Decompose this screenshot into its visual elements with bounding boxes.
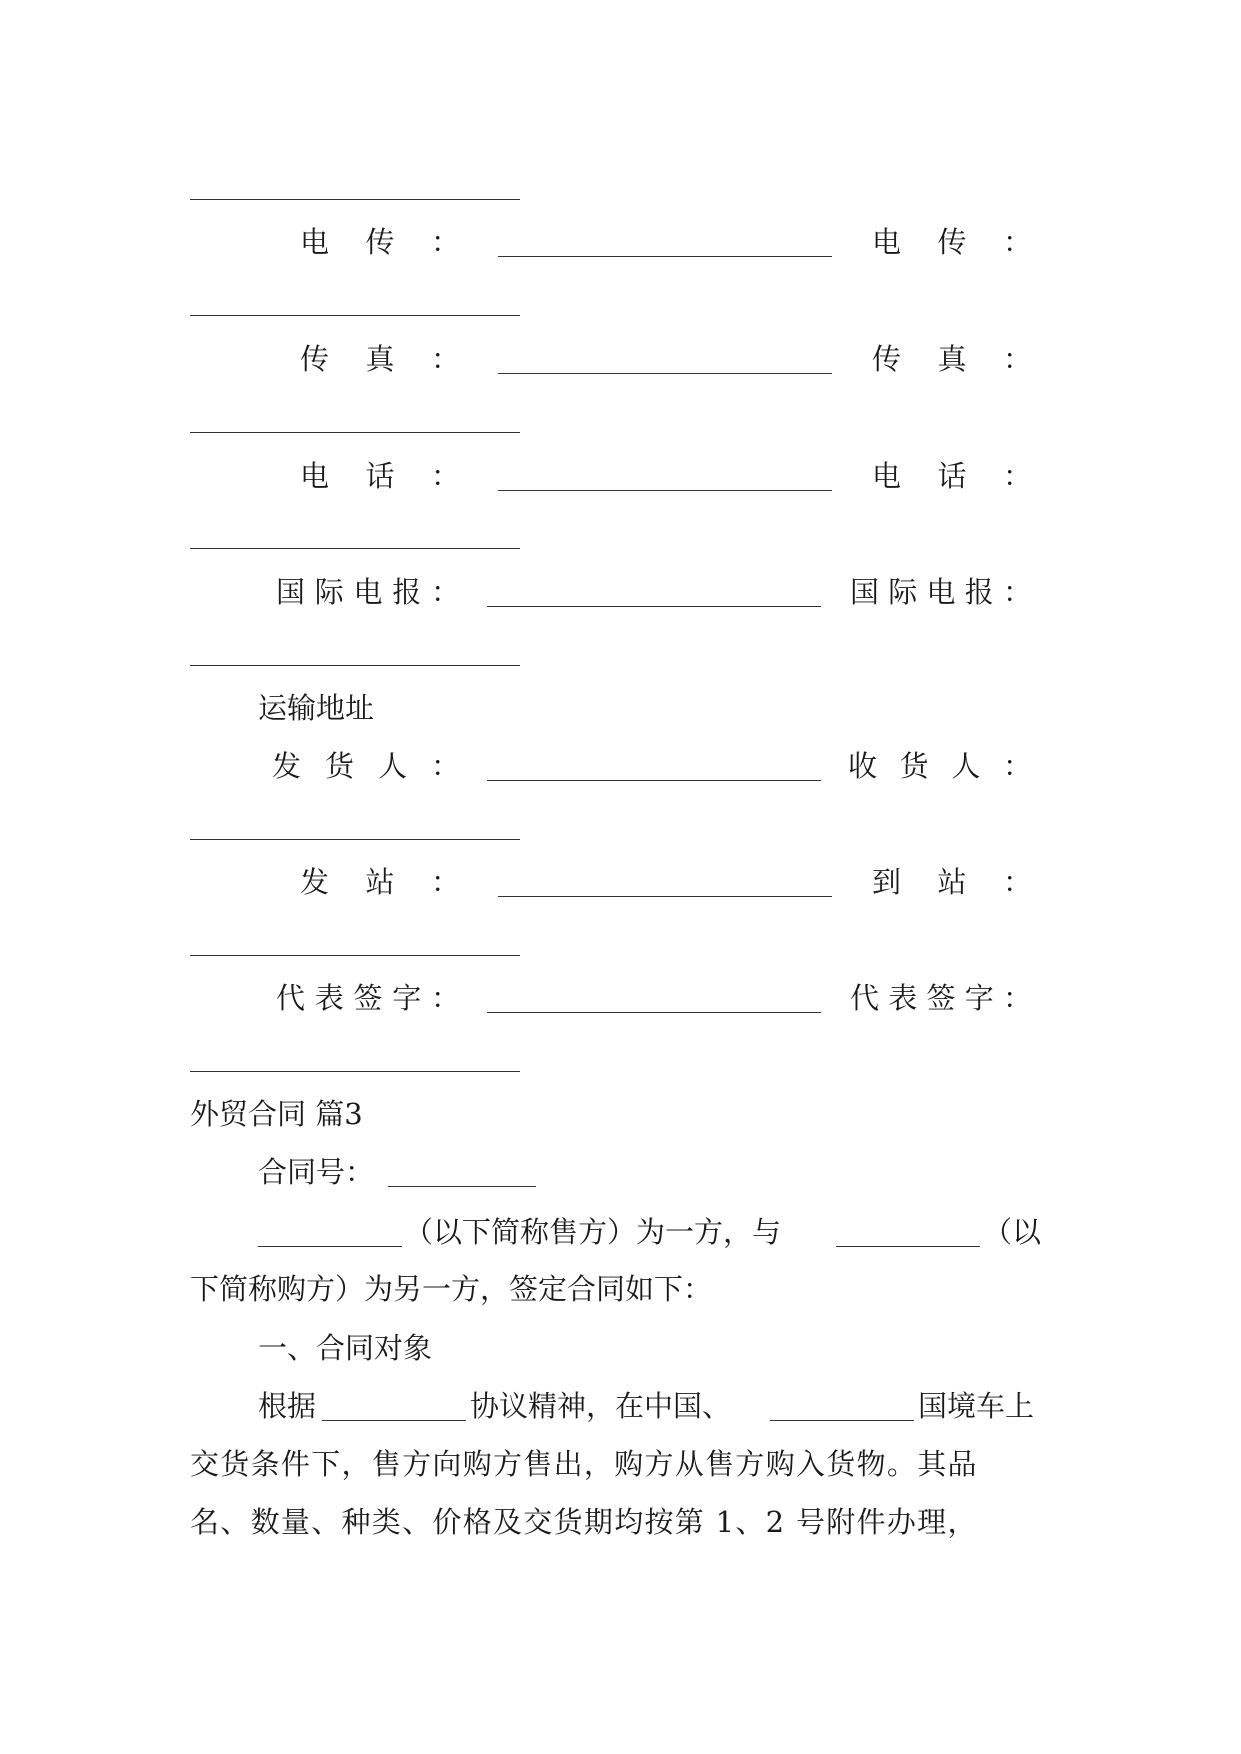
clause-1-text-a: 根据 <box>258 1389 317 1423</box>
char: 货 <box>324 749 354 783</box>
char: 话 <box>365 459 395 493</box>
char: 表 <box>314 981 344 1015</box>
fill-blank-telex-seller[interactable] <box>498 256 832 257</box>
fill-blank-country[interactable] <box>770 1420 914 1421</box>
clause-1-line-3: 名、数量、种类、价格及交货期均按第 1、2 号附件办理， <box>190 1505 978 1539</box>
char: 国 <box>276 575 306 609</box>
fill-blank-consignor[interactable] <box>487 780 821 781</box>
clause-1-text-c: 国境车上 <box>918 1389 1035 1423</box>
char: ： <box>1002 342 1032 376</box>
shipping-heading: 运输地址 <box>258 691 375 725</box>
fill-blank-arrival-station[interactable] <box>190 955 520 956</box>
form-label-fax-seller <box>300 342 460 376</box>
fill-blank-cable-seller[interactable] <box>487 606 821 607</box>
fill-blank-phone-seller[interactable] <box>498 490 832 491</box>
fill-blank-buyer-name[interactable] <box>836 1246 980 1247</box>
char: 传 <box>872 342 902 376</box>
char: ： <box>1002 749 1032 783</box>
char: 收 <box>848 749 878 783</box>
fill-blank-contract-no[interactable] <box>388 1186 536 1187</box>
char: ： <box>430 981 460 1015</box>
fill-blank-cable-buyer[interactable] <box>190 665 520 666</box>
clause-1-heading: 一、合同对象 <box>258 1331 433 1365</box>
char: 字 <box>964 981 994 1015</box>
char: 电 <box>300 225 330 259</box>
char: 电 <box>300 459 330 493</box>
char: 发 <box>272 749 302 783</box>
char: 到 <box>872 865 902 899</box>
char: 人 <box>377 749 407 783</box>
fill-blank-seller-name[interactable] <box>258 1246 402 1247</box>
char: ： <box>430 225 460 259</box>
fill-blank-fax-buyer[interactable] <box>190 432 520 433</box>
char: 传 <box>365 225 395 259</box>
char: 电 <box>926 575 956 609</box>
char: 电 <box>872 225 902 259</box>
form-label-cable-buyer <box>850 575 1032 609</box>
char: 报 <box>964 575 994 609</box>
form-label-telex-buyer <box>872 225 1032 259</box>
form-label-fax-buyer <box>872 342 1032 376</box>
intro-seller-text: （以下简称售方）为一方，与 <box>404 1215 782 1249</box>
form-label-departure-station <box>300 865 460 899</box>
fill-blank-signature-buyer[interactable] <box>190 1071 520 1072</box>
char: ： <box>430 575 460 609</box>
char: 真 <box>365 342 395 376</box>
char: 人 <box>951 749 981 783</box>
char: 发 <box>300 865 330 899</box>
form-label-signature-seller <box>276 981 460 1015</box>
fill-blank-telex-buyer[interactable] <box>190 315 520 316</box>
char: 站 <box>365 865 395 899</box>
fill-blank-fax-seller[interactable] <box>498 373 832 374</box>
char: 际 <box>888 575 918 609</box>
contract-no-label: 合同号： <box>258 1155 375 1189</box>
char: 签 <box>353 981 383 1015</box>
form-label-consignor <box>272 749 460 783</box>
form-label-cable-seller <box>276 575 460 609</box>
char: 站 <box>937 865 967 899</box>
fill-blank-departure-station[interactable] <box>498 896 832 897</box>
char: 电 <box>353 575 383 609</box>
char: ： <box>1002 459 1032 493</box>
char: 报 <box>392 575 422 609</box>
char: 字 <box>392 981 422 1015</box>
intro-line-2: 下简称购方）为另一方，签定合同如下： <box>190 1272 713 1306</box>
char: 代 <box>850 981 880 1015</box>
char: 话 <box>937 459 967 493</box>
char: ： <box>1002 225 1032 259</box>
char: 表 <box>888 981 918 1015</box>
char: 国 <box>850 575 880 609</box>
char: ： <box>430 865 460 899</box>
clause-1-line-2: 交货条件下，售方向购方售出，购方从售方购入货物。其品 <box>190 1447 978 1481</box>
char: 货 <box>899 749 929 783</box>
form-label-consignee <box>848 749 1032 783</box>
fill-blank-agreement[interactable] <box>322 1420 466 1421</box>
char: 传 <box>937 225 967 259</box>
form-label-signature-buyer <box>850 981 1032 1015</box>
char: 代 <box>276 981 306 1015</box>
fill-blank[interactable] <box>190 199 520 200</box>
form-label-phone-buyer <box>872 459 1032 493</box>
char: 签 <box>926 981 956 1015</box>
char: ： <box>430 342 460 376</box>
clause-1-text-b: 协议精神，在中国、 <box>470 1389 732 1423</box>
char: ： <box>1002 865 1032 899</box>
char: ： <box>1002 575 1032 609</box>
form-label-arrival-station <box>872 865 1032 899</box>
fill-blank-signature-seller[interactable] <box>487 1012 821 1013</box>
fill-blank-consignee[interactable] <box>190 839 520 840</box>
form-label-telex-seller <box>300 225 460 259</box>
char: 电 <box>872 459 902 493</box>
fill-blank-phone-buyer[interactable] <box>190 548 520 549</box>
form-label-phone-seller <box>300 459 460 493</box>
intro-buyer-open: （以 <box>983 1215 1042 1249</box>
char: ： <box>430 459 460 493</box>
char: 际 <box>314 575 344 609</box>
section-title: 外贸合同 篇3 <box>190 1097 363 1131</box>
char: 传 <box>300 342 330 376</box>
char: ： <box>430 749 460 783</box>
char: 真 <box>937 342 967 376</box>
char: ： <box>1002 981 1032 1015</box>
